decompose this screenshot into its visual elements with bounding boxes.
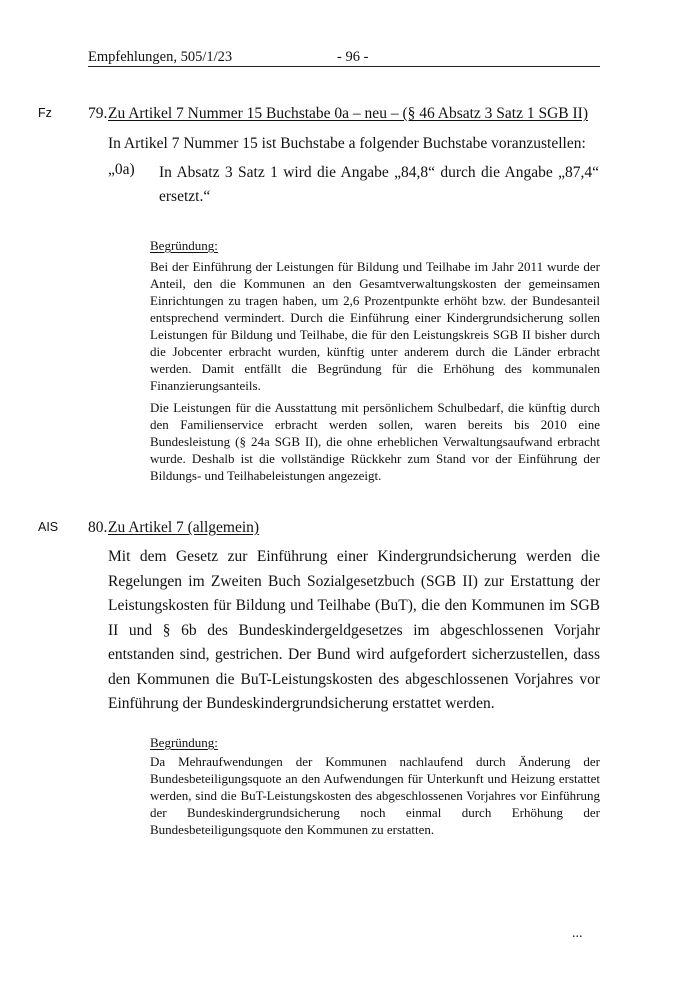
sub-item-label-0a: „0a) <box>108 161 135 178</box>
sub-item-text-0a: In Absatz 3 Satz 1 wird die Angabe „84,8“ durch die Angabe „87,4“ ersetzt.“ <box>159 164 599 205</box>
begruendung-body-80: Da Mehraufwendungen der Kommunen nachlaufend durch Änderung der Bundesbeteiligungsquote an den Aufwendungen für Unterkunft und Heizung erstattet werden, sind die BuT-Leistungskosten des abgeschlossenen Vorjahres vor Einführung der Bundeskindergrundsicherung noch einmal durch Erhöhung der Bundesbeteiligungsquote den Kommunen zu erstatten. <box>150 754 600 837</box>
begruendung-title-79: Begründung: <box>150 238 218 253</box>
begruendung-paragraph: Die Leistungen für die Ausstattung mit persönlichem Schulbedarf, die künftig durch den Familienservice erbracht werden sollen, waren bereits bis 2010 eine Bundesleistung (§ 24a SGB II), die ohne erheblichen Verwaltungsaufwand erbracht wurde. Deshalb ist die vollständige Rückkehr zum Stand vor der Einführung der Bildungs- und Teilhabeleistungen angezeigt. <box>150 400 600 483</box>
header-document-reference: Empfehlungen, 505/1/23 <box>88 49 233 65</box>
item-number-79: 79. <box>88 105 108 122</box>
item-heading-79: Zu Artikel 7 Nummer 15 Buchstabe 0a – neu – (§ 46 Absatz 3 Satz 1 SGB II) <box>108 105 588 122</box>
begruendung-paragraph: Bei der Einführung der Leistungen für Bildung und Teilhabe im Jahr 2011 wurde der Anteil, den die Kommunen an den Gesamtverwaltungskosten der gemeinsamen Einrichtungen zu tragen haben, um 2,6 Prozentpunkte erhöht bzw. der Bundesanteil entsprechend vermindert. Durch die Einführung einer Kindergrundsicherung sollen Leistungen für Bildung und Teilhabe, die für den Leistungskreis SGB II bisher durch die Jobcenter erbracht wurden, künftig unter anderem durch die Länder erbracht werden. Damit entfällt die Begründung für die Erhöhung des kommunalen Finanzierungsanteils. <box>150 259 600 393</box>
begruendung-body-79 <box>150 258 600 484</box>
committee-tag-fz: Fz <box>38 106 52 120</box>
begruendung-title-80: Begründung: <box>150 735 218 750</box>
page-number: - 96 - <box>337 49 369 65</box>
item-number-80: 80. <box>88 519 108 536</box>
item-intro-79: In Artikel 7 Nummer 15 ist Buchstabe a folgender Buchstabe voranzustellen: <box>108 135 586 152</box>
continuation-marker: ... <box>572 926 583 941</box>
item-heading-80: Zu Artikel 7 (allgemein) <box>108 519 260 536</box>
item-text-80: Mit dem Gesetz zur Einführung einer Kindergrundsicherung werden die Regelungen im Zweiten Buch Sozialgesetzbuch (SGB II) zur Erstattung der Leistungskosten für Bildung und Teilhabe (BuT), die den Kommunen im SGB II und § 6b des Bundeskindergeldgesetzes im abgeschlossenen Vorjahr entstanden sind, gestrichen. Der Bund wird aufgefordert sicherzustellen, dass den Kommunen die BuT-Leistungskosten des abgeschlossenen Vorjahres vor Einführung der Bundeskindergrundsicherung erstattet werden. <box>108 548 600 712</box>
committee-tag-ais: AIS <box>38 520 59 534</box>
header-divider <box>88 66 600 67</box>
